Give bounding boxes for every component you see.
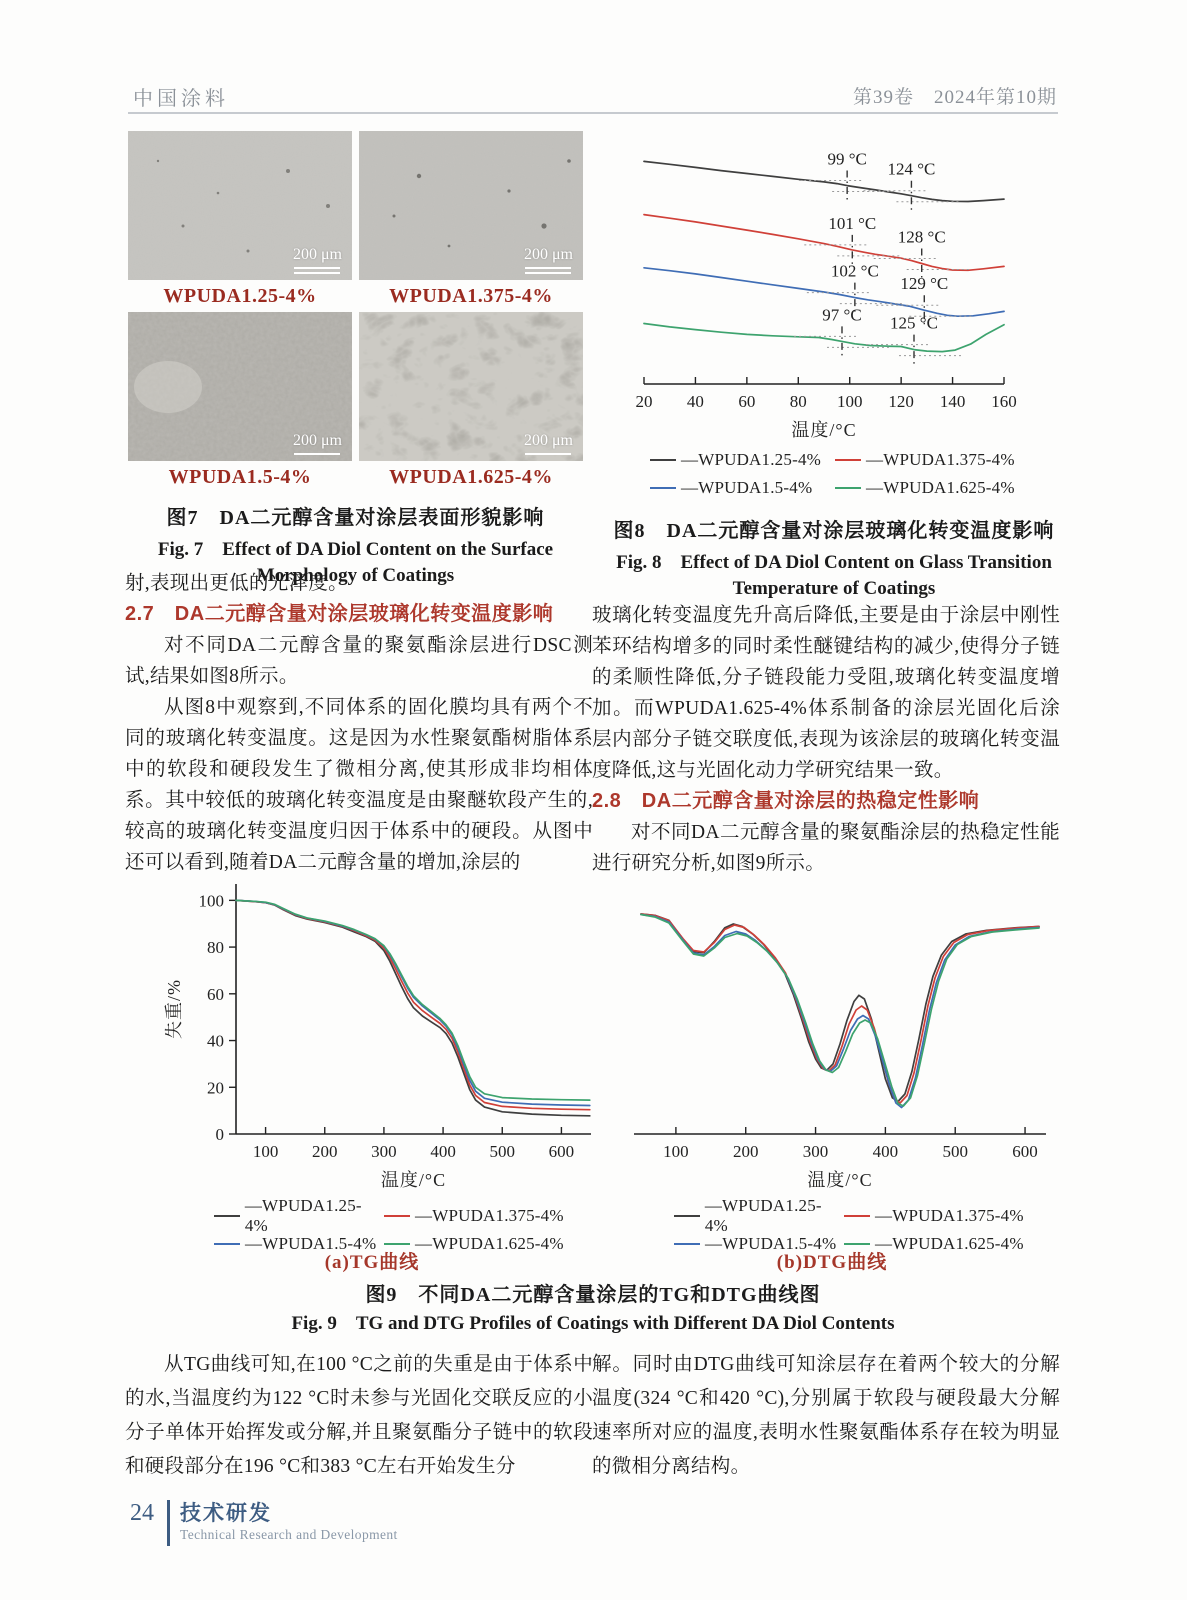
svg-text:300: 300: [802, 1142, 829, 1161]
legend-item: —WPUDA1.5-4%: [650, 476, 835, 500]
legend-item: —WPUDA1.5-4%: [214, 1232, 384, 1256]
page-number: 24: [130, 1500, 154, 1526]
svg-text:600: 600: [548, 1142, 575, 1161]
svg-text:0: 0: [215, 1125, 224, 1144]
micrograph-wpuda1-625: [359, 312, 583, 461]
svg-text:20: 20: [635, 392, 653, 411]
fig9-dtg-chart: [606, 872, 1058, 1202]
svg-text:128 °C: 128 °C: [897, 227, 946, 247]
footer-section-en: Technical Research and Development: [180, 1527, 398, 1542]
svg-text:20: 20: [207, 1078, 224, 1098]
scale-bar: [524, 247, 573, 274]
micrograph-cell-2: [359, 131, 583, 312]
footer-divider: [167, 1500, 170, 1546]
micrograph-label: WPUDA1.25-4%: [163, 284, 317, 307]
micrograph-cell-4: [359, 312, 583, 493]
micrograph-cell-3: [128, 312, 352, 493]
legend-swatch: [384, 1243, 410, 1245]
fig8-caption-en-line1: Fig. 8 Effect of DA Diol Content on Glass Transition: [616, 552, 1052, 573]
svg-text:200: 200: [732, 1142, 759, 1161]
fig8-caption-zh: 图8 DA二元醇含量对涂层玻璃化转变温度影响: [613, 520, 1055, 542]
paragraph: 对不同DA二元醇含量的聚氨酯涂层的热稳定性能进行研究分析,如图9所示。: [592, 822, 1060, 874]
legend-item: —WPUDA1.375-4%: [384, 1204, 569, 1228]
svg-text:100: 100: [663, 1142, 689, 1161]
bottom-left-column: [125, 1348, 593, 1484]
fig7-caption-en-line1: Fig. 7 Effect of DA Diol Content on the Surface: [157, 539, 554, 560]
fig8-dsc-chart: [608, 128, 1060, 446]
micrograph-label: WPUDA1.375-4%: [389, 284, 553, 307]
svg-text:600: 600: [1012, 1142, 1038, 1161]
svg-text:100: 100: [836, 392, 863, 411]
legend-swatch: [650, 459, 676, 461]
scale-label: 200 μm: [292, 432, 342, 449]
legend-swatch: [214, 1243, 240, 1245]
svg-text:温度/°C: 温度/°C: [791, 420, 857, 440]
issue-info: 第39卷 2024年第10期: [852, 87, 1057, 108]
paragraph: 对不同DA二元醇含量的聚氨酯涂层进行DSC测试,结果如图8所示。: [125, 635, 593, 687]
legend-item: —WPUDA1.375-4%: [844, 1204, 1029, 1228]
scale-label: 200 μm: [523, 432, 573, 449]
fig9a-subcaption: (a)TG曲线: [324, 1252, 420, 1273]
svg-text:129 °C: 129 °C: [900, 274, 949, 294]
svg-text:400: 400: [430, 1142, 456, 1161]
legend-swatch: [674, 1243, 700, 1245]
figure8-block: [608, 128, 1060, 600]
section-heading-2-7: 2.7 DA二元醇含量对涂层玻璃化转变温度影响: [125, 603, 554, 625]
fig8-legend: [608, 448, 1060, 500]
section-heading-2-8: 2.8 DA二元醇含量对涂层的热稳定性影响: [592, 790, 980, 812]
svg-text:400: 400: [872, 1142, 899, 1161]
legend-swatch: [674, 1215, 700, 1217]
legend-item: —WPUDA1.375-4%: [835, 448, 1035, 472]
svg-text:97 °C: 97 °C: [822, 305, 862, 325]
paragraph: 解。同时由DTG曲线可知涂层存在着两个较大的分解温度(324 °C和420 °C),分别属于软段与硬段最大分解速率所对应的温度,表明水性聚氨酯体系存在较为明显的微相分离结构。: [592, 1354, 1060, 1477]
fig7-caption-en-line2: Morphology of Coatings: [256, 565, 455, 586]
scale-bar: [524, 433, 573, 455]
paragraph: 从图8中观察到,不同体系的固化膜均具有两个不同的玻璃化转变温度。这是因为水性聚氨酯树脂体系中的软段和硬段发生了微相分离,使其形成非均相体系。其中较低的玻璃化转变温度是由聚醚软段产生的,较高的玻璃化转变温度归因于体系中的硬段。从图中还可以看到,随着DA二元醇含量的增加,涂层的: [125, 697, 593, 873]
legend-item: —WPUDA1.625-4%: [835, 476, 1035, 500]
legend-item: —WPUDA1.25-4%: [674, 1204, 844, 1228]
svg-text:温度/°C: 温度/°C: [807, 1170, 873, 1190]
svg-text:80: 80: [207, 938, 224, 958]
micrograph-wpuda1-375: [359, 131, 583, 280]
legend-swatch: [844, 1215, 870, 1217]
micrograph-grid: [128, 131, 583, 493]
right-text-column: [592, 600, 1060, 879]
micrograph-cell-1: [128, 131, 352, 312]
legend-swatch: [844, 1243, 870, 1245]
scale-label: 200 μm: [523, 246, 573, 263]
scale-bar: [293, 247, 342, 274]
svg-text:500: 500: [489, 1142, 515, 1161]
legend-swatch: [384, 1215, 410, 1217]
paragraph: 从TG曲线可知,在100 °C之前的失重是由于体系中的水,当温度约为122 °C时未参与光固化交联反应的小分子单体开始挥发或分解,并且聚氨酯分子链中的软段和硬段部分在196 °C和383 °C左右开始发生分: [125, 1354, 593, 1477]
bottom-right-column: [592, 1348, 1060, 1484]
footer-section-zh: 技术研发: [180, 1502, 272, 1525]
svg-text:102 °C: 102 °C: [830, 261, 879, 281]
svg-text:80: 80: [789, 392, 807, 411]
legend-item: —WPUDA1.25-4%: [214, 1204, 384, 1228]
svg-text:125 °C: 125 °C: [890, 313, 938, 333]
svg-text:101 °C: 101 °C: [828, 213, 877, 233]
fig8-caption-en-line2: Temperature of Coatings: [732, 578, 936, 599]
legend-item: —WPUDA1.25-4%: [650, 448, 835, 472]
fig9b-subcaption: (b)DTG曲线: [776, 1252, 888, 1273]
figure7-block: [128, 131, 583, 587]
fig7-caption-zh: 图7 DA二元醇含量对涂层表面形貌影响: [166, 507, 545, 529]
legend-item: —WPUDA1.5-4%: [674, 1232, 844, 1256]
svg-text:200: 200: [312, 1142, 338, 1161]
svg-text:温度/°C: 温度/°C: [380, 1170, 447, 1190]
legend-swatch: [650, 487, 676, 489]
svg-text:40: 40: [686, 392, 704, 411]
svg-text:160: 160: [991, 392, 1017, 411]
svg-text:140: 140: [939, 392, 966, 411]
journal-name: 中国涂料: [133, 88, 229, 110]
svg-text:40: 40: [207, 1031, 224, 1051]
legend-item: —WPUDA1.625-4%: [844, 1232, 1029, 1256]
micrograph-wpuda1-5: [128, 312, 352, 461]
svg-text:100: 100: [252, 1142, 279, 1161]
paragraph: 玻璃化转变温度先升高后降低,主要是由于涂层中刚性苯环结构增多的同时柔性醚键结构的减少,使得分子链的柔顺性降低,分子链段能力受阻,玻璃化转变温度增加。而WPUDA1.625-4%体系制备的涂层光固化后涂层内部分子链交联度低,表现为该涂层的玻璃化转变温度降低,这与光固化动力学研究结果一致。: [592, 605, 1060, 781]
micrograph-label: WPUDA1.625-4%: [389, 465, 553, 488]
micrograph-wpuda1-25: [128, 131, 352, 280]
micrograph-label: WPUDA1.5-4%: [168, 465, 312, 488]
svg-text:100: 100: [198, 891, 224, 911]
svg-text:99 °C: 99 °C: [827, 149, 867, 169]
scale-label: 200 μm: [292, 246, 342, 263]
legend-swatch: [835, 459, 861, 461]
svg-text:60: 60: [207, 984, 224, 1004]
fig9-tg-chart: [146, 872, 598, 1202]
legend-swatch: [835, 487, 861, 489]
scale-bar: [293, 433, 342, 455]
left-text-column: [125, 568, 593, 878]
fig9-caption-zh: 图9 不同DA二元醇含量涂层的TG和DTG曲线图: [365, 1284, 821, 1306]
svg-text:500: 500: [942, 1142, 968, 1161]
svg-text:300: 300: [371, 1142, 397, 1161]
svg-text:120: 120: [888, 392, 914, 411]
svg-text:60: 60: [738, 392, 756, 411]
fig9-caption-en: Fig. 9 TG and DTG Profiles of Coatings with Different DA Diol Contents: [291, 1313, 895, 1334]
header-rule: [128, 112, 1058, 114]
svg-text:失重/%: 失重/%: [164, 979, 184, 1039]
paragraph: 射,表现出更低的光泽度。: [125, 573, 348, 594]
svg-text:124 °C: 124 °C: [887, 159, 936, 179]
legend-item: —WPUDA1.625-4%: [384, 1232, 569, 1256]
legend-swatch: [214, 1215, 240, 1217]
